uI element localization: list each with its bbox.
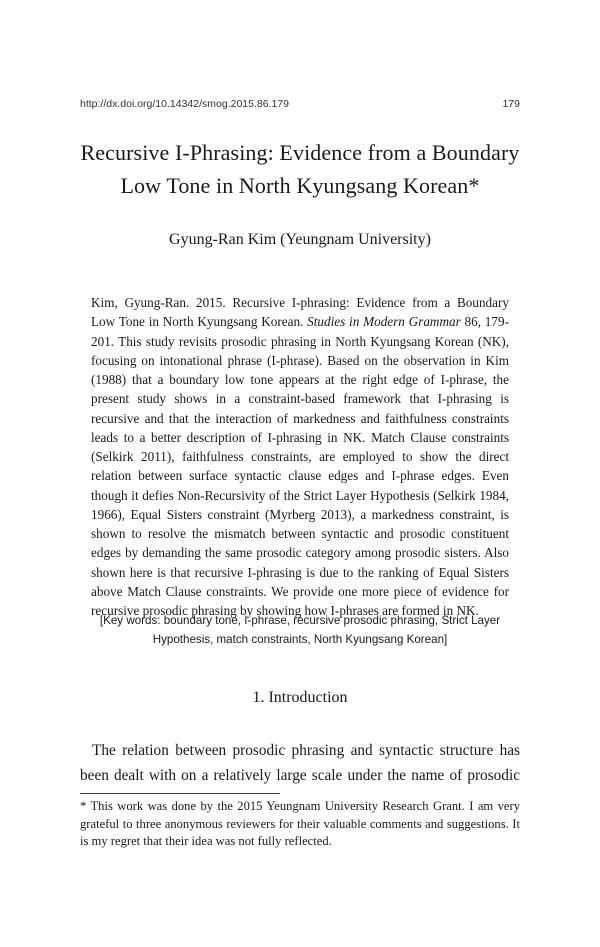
keywords-line-1: [Key words: boundary tone, I-phrase, recursive prosodic phrasing, Strict Layer — [99, 614, 501, 627]
abstract-citation-start: Kim, Gyung-Ran. 2015. Recursive I-phrasing: Evidence from a Boundary Low Tone in North Kyungsang Korean. — [91, 295, 509, 330]
footnote: * This work was done by the 2015 Yeungnam University Research Grant. I am very grateful to three anonymous reviewers for their valuable comments and suggestions. It is my regret that their idea was not fully reflected. — [80, 799, 520, 848]
author-affiliation: Gyung-Ran Kim (Yeungnam University) — [169, 231, 431, 248]
keywords-line-2: Hypothesis, match constraints, North Kyungsang Korean] — [152, 633, 448, 646]
abstract-body: 86, 179-201. This study revisits prosodic phrasing in North Kyungsang Korean (NK), focusing on intonational phrase (I-phrase). Based on the observation in Kim (1988) that a boundary low tone appears at the right edge of I-phrase, the present study shows in a constraint-based framework that I-phrasing is recursive and that the interaction of markedness and faithfulness constraints leads to a better description of I-phrasing in NK. Match Clause constraints (Selkirk 2011), faithfulness constraints, are employed to show the direct relation between surface syntactic clause edges and I-phrase edges. Even though it defies Non-Recursivity of the Strict Layer Hypothesis (Selkirk 1984, 1966), Equal Sisters constraint (Myrberg 2013), a markedness constraint, is shown to resolve the mismatch between syntactic and prosodic constituent edges by demanding the same prosodic category among prosodic sisters. Also shown here is that recursive I-phrasing is due to the ranking of Equal Sisters above Match Clause constraints. We provide one more piece of evidence for recursive prosodic phrasing by showing how I-phrases are formed in NK. — [91, 314, 509, 618]
abstract — [91, 293, 509, 620]
page-number: 179 — [502, 98, 520, 110]
paper-title — [40, 136, 560, 202]
doi-link[interactable]: http://dx.doi.org/10.14342/smog.2015.86.179 — [80, 98, 289, 110]
footnote-rule — [80, 793, 280, 794]
keywords — [91, 611, 509, 649]
intro-paragraph: The relation between prosodic phrasing and syntactic structure has been dealt with on a relatively large scale under the name of prosodic — [80, 742, 520, 784]
journal-name: Studies in Modern Grammar — [307, 314, 461, 330]
section-heading: 1. Introduction — [252, 689, 348, 706]
title-line-1: Recursive I-Phrasing: Evidence from a Boundary — [80, 140, 520, 165]
title-line-2: Low Tone in North Kyungsang Korean* — [120, 173, 480, 198]
